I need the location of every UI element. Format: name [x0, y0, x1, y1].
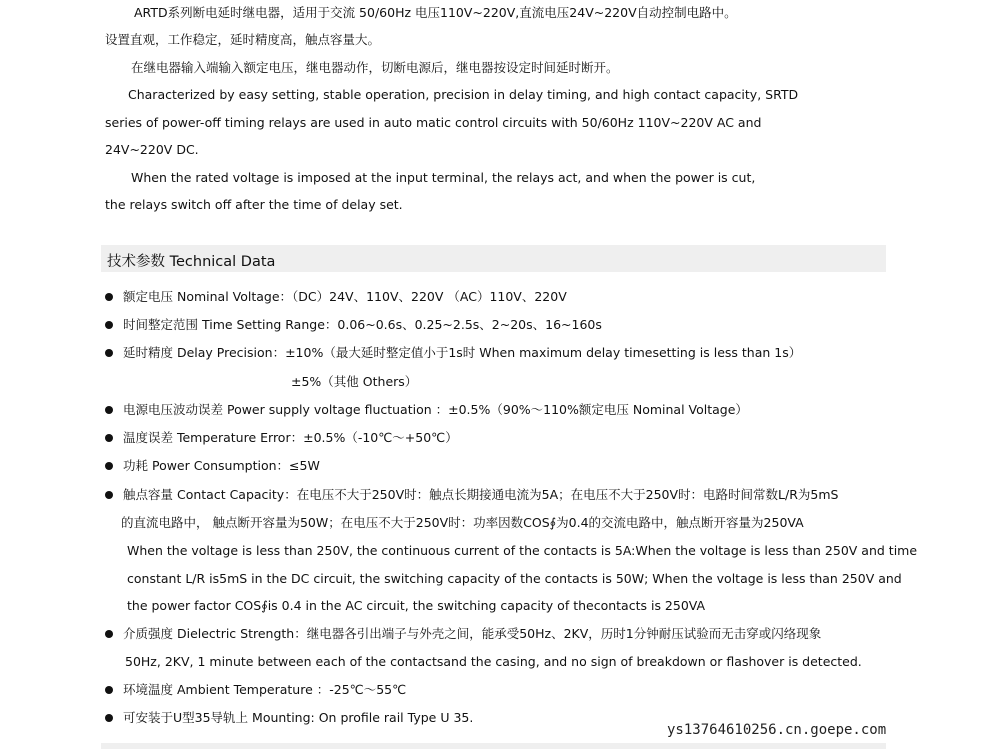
spec-contact-en-3: the power factor COS∮is 0.4 in the AC circuit, the switching capacity of thecontacts is 250VA	[127, 598, 706, 613]
intro-en-3: 24V~220V DC.	[105, 142, 199, 157]
intro-en-4: When the rated voltage is imposed at the input terminal, the relays act, and when the power is cut,	[131, 170, 756, 185]
technical-data-header	[101, 245, 886, 272]
next-section-bar	[101, 743, 886, 749]
spec-precision-other: ±5%（其他 Others）	[291, 374, 418, 389]
bullet-icon	[105, 293, 113, 301]
bullet-icon	[105, 714, 113, 722]
spec-dielectric-cn: 介质强度 Dielectric Strength：继电器各引出端子与外壳之间，能承受50Hz、2KV，历时1分钟耐压试验而无击穿或闪络现象	[123, 626, 822, 641]
spec-contact-en-2: constant L/R is5mS in the DC circuit, the switching capacity of the contacts is 50W; When the voltage is less than 250V and	[127, 571, 902, 586]
intro-cn-2: 设置直观，工作稳定，延时精度高，触点容量大。	[105, 32, 381, 47]
spec-precision: 延时精度 Delay Precision：±10%（最大延时整定值小于1s时 When maximum delay timesetting is less than 1s）	[123, 345, 802, 360]
intro-en-5: the relays switch off after the time of delay set.	[105, 197, 403, 212]
intro-en-1: Characterized by easy setting, stable operation, precision in delay timing, and high contact capacity, SRTD	[128, 87, 799, 102]
intro-cn-1: ARTD系列断电延时继电器，适用于交流 50/60Hz 电压110V~220V,直流电压24V~220V自动控制电路中。	[134, 5, 737, 20]
bullet-icon	[105, 434, 113, 442]
spec-dielectric-en: 50Hz, 2KV, 1 minute between each of the contactsand the casing, and no sign of breakdown or flashover is detected.	[125, 654, 862, 669]
bullet-icon	[105, 686, 113, 694]
spec-voltage: 额定电压 Nominal Voltage：（DC）24V、110V、220V （AC）110V、220V	[123, 289, 567, 304]
spec-power: 功耗 Power Consumption：≤5W	[123, 458, 320, 473]
spec-contact-cn-2: 的直流电路中， 触点断开容量为50W；在电压不大于250V时：功率因数COS∮为0.4的交流电路中，触点断开容量为250VA	[121, 515, 804, 530]
spec-temperature-error: 温度误差 Temperature Error：±0.5%（-10℃～+50℃）	[123, 430, 458, 445]
spec-ambient: 环境温度 Ambient Temperature ：-25℃～55℃	[123, 682, 407, 697]
bullet-icon	[105, 462, 113, 470]
bullet-icon	[105, 406, 113, 414]
spec-time-range: 时间整定范围 Time Setting Range：0.06~0.6s、0.25~2.5s、2~20s、16~160s	[123, 317, 602, 332]
spec-contact-cn-1: 触点容量 Contact Capacity：在电压不大于250V时：触点长期接通电流为5A；在电压不大于250V时：电路时间常数L/R为5mS	[123, 487, 839, 502]
bullet-icon	[105, 349, 113, 357]
bullet-icon	[105, 630, 113, 638]
section-title: 技术参数 Technical Data	[107, 254, 276, 270]
spec-mounting: 可安装于U型35导轨上 Mounting: On profile rail Type U 35.	[123, 710, 474, 725]
bullet-icon	[105, 491, 113, 499]
spec-contact-en-1: When the voltage is less than 250V, the continuous current of the contacts is 5A:When the voltage is less than 250V and time	[127, 543, 918, 558]
spec-fluctuation: 电源电压波动误差 Power supply voltage fluctuation ：±0.5%（90%～110%额定电压 Nominal Voltage）	[123, 402, 748, 417]
intro-en-2: series of power-off timing relays are used in auto matic control circuits with 50/60Hz 110V~220V AC and	[105, 115, 762, 130]
watermark: ys13764610256.cn.goepe.com	[667, 722, 887, 738]
intro-cn-3: 在继电器输入端输入额定电压，继电器动作，切断电源后，继电器按设定时间延时断开。	[131, 60, 619, 75]
bullet-icon	[105, 321, 113, 329]
